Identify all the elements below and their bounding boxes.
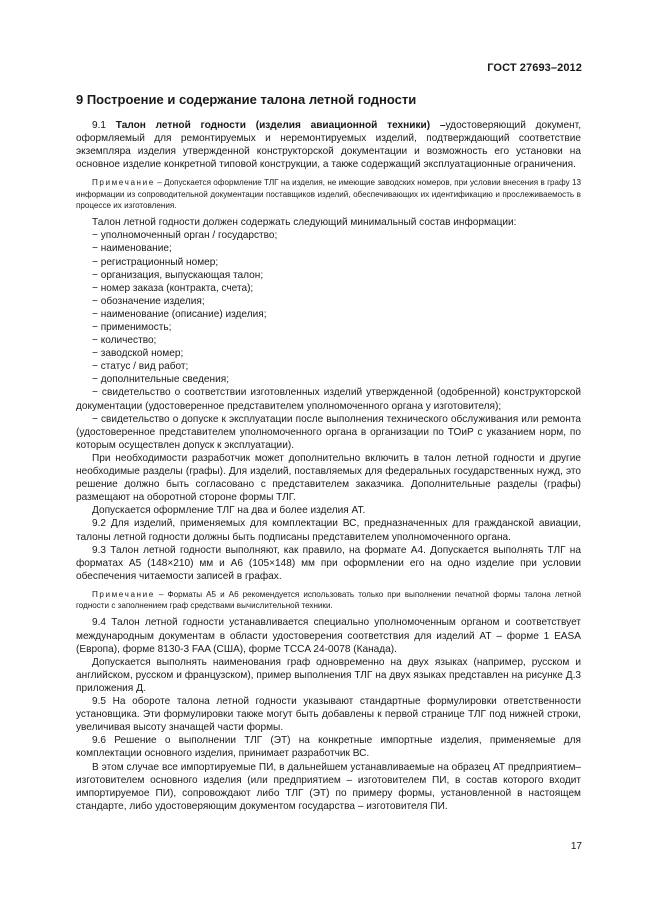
list-intro: Талон летной годности должен содержать следующий минимальный состав информации: [92,217,517,229]
note-1 [76,177,581,211]
standard-header: ГОСТ 27693–2012 [487,62,582,74]
note-label: Примечание [92,178,155,188]
list-item: − регистрационный номер; [92,256,219,268]
section-title: 9 Построение и содержание талона летной годности [76,92,417,107]
note-label: Примечание [92,589,155,599]
paragraph-imported-items: В этом случае все импортируемые ПИ, в дальнейшем устанавливаемые на образец АТ предприятием–изготовителем основного изделия (или предприятием – изготовителем ПИ, в состав которого входит импортируемое ПИ), сопровождают либо ТЛГ (ЭТ) по примеру формы, установленной в настоящем стандарте, либо удостоверяющим документом государства – изготовителя ПИ. [76,761,581,812]
paragraph-9-6: 9.6 Решение о выполнении ТЛГ (ЭТ) на конкретные импортные изделия, применяемые для комплектации основного изделия, принимает разработчик ВС. [76,735,581,760]
paragraph-extra-sections: При необходимости разработчик может дополнительно включить в талон летной годности и другие необходимые разделы (графы). Для изделий, поставляемых для федеральных государственных нужд, это решение должно быть согласовано с представителем заказчика. Дополнительные разделы (графы) размещают на оборотной стороне формы ТЛГ. [76,452,581,504]
list-item: − организация, выпускающая талон; [92,269,264,281]
info-list [76,229,581,452]
list-item: − заводской номер; [92,348,184,360]
page-number: 17 [570,841,582,852]
note-2 [76,589,581,612]
paragraph-9-2: 9.2 Для изделий, применяемых для комплектации ВС, предназначенных для гражданской авиации, талоны летной годности должны быть подписаны представителем уполномоченного органа. [76,518,581,543]
list-item: − статус / вид работ; [92,361,189,373]
paragraph-languages: Допускается выполнять наименования граф одновременно на двух языках (например, русском и английском, русском и французском), пример выполнения ТЛГ на двух языках представлен на рисунке Д.3 приложения Д. [76,656,581,694]
list-item: − свидетельство о допуске к эксплуатации после выполнения технического обслуживания или ремонта (удостоверенное представителем уполномоченного органа в организации по ТОиР с указанием норм, по которым осуществлен допуск к эксплуатации). [76,413,581,451]
section-body [76,119,581,813]
note-text: – Форматы А5 и А6 рекомендуется использовать только при выполнении печатной формы талона летной годности с заполнением граф средствами вычислительной техники. [76,589,581,611]
paragraph-multiple-items: Допускается оформление ТЛГ на два и более изделия АТ. [92,505,366,517]
paragraph-9-4: 9.4 Талон летной годности устанавливается специально уполномоченным органом и соответствует международным документам в области удостоверения соответствия для изделий АТ – форме 1 EASA (Европа), форме 8130-3 FAA (США), форме TCCA 24-0078 (Канада). [76,617,581,655]
note-text: – Допускается оформление ТЛГ на изделия, не имеющие заводских номеров, при условии внесения в графу 13 информации из сопроводительной документации поставщиков изделий, обеспечивающих их идентификацию и прослеживаемость в процессе их изготовления. [76,178,581,210]
paragraph-9-3: 9.3 Талон летной годности выполняют, как правило, на формате А4. Допускается выполнять ТЛГ на форматах А5 (148×210) мм и А6 (105×148) мм при оформлении его на одно изделие при условии обеспечения читаемости записей в графах. [76,544,581,582]
clause-number: 9.1 [92,120,116,131]
definition-text: удостоверяющий документ, оформляемый для ремонтируемых и неремонтируемых изделий, подтверждающий соответствие экземпляра изделия утвержденной конструкторской документации и возможность его установки на основное изделие конкретной типовой конструкции, а также содержащий эксплуатационные ограничения. [76,120,581,171]
list-item: − количество; [92,335,157,347]
list-item: − наименование; [92,243,172,255]
list-item: − уполномоченный орган / государство; [92,230,278,242]
paragraph-9-5: 9.5 На обороте талона летной годности указывают стандартные формулировки ответственности установщика. Эти формулировки также могут быть добавлены к первой странице ТЛГ под нижней строки, увеличивая высоту значащей части формы. [76,696,581,734]
list-item: − дополнительные сведения; [92,374,230,386]
list-item: − применимость; [92,322,172,334]
paragraph-9-1 [76,119,581,171]
list-item: − наименование (описание) изделия; [92,308,267,320]
list-item: − номер заказа (контракта, счета); [92,282,254,294]
list-item: − свидетельство о соответствии изготовленных изделий утвержденной (одобренной) конструкторской документации (удостоверенное представителем уполномоченного органа у изготовителя); [76,387,581,412]
list-item: − обозначение изделия; [92,295,205,307]
defined-term: Талон летной годности (изделия авиационной техники) – [115,120,446,131]
